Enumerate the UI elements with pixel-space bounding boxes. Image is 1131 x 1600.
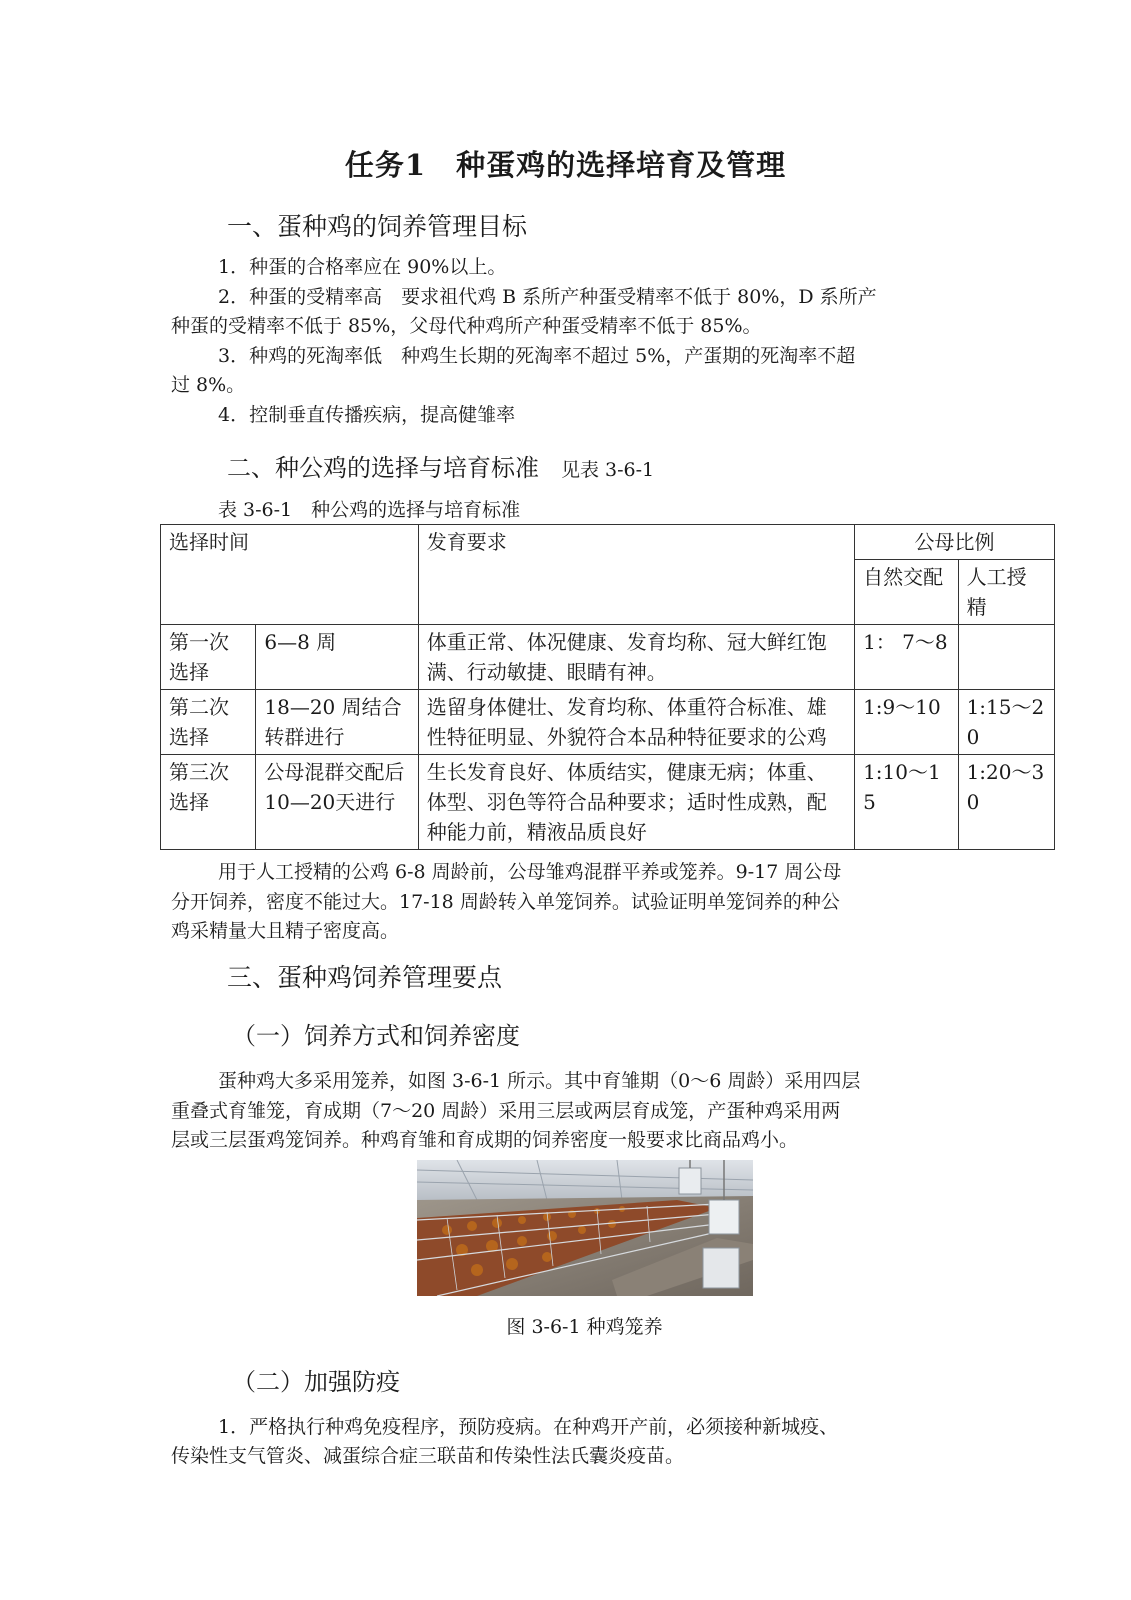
row-requirement: 选留身体健壮、发育均称、体重符合标准、雄性特征明显、外貌符合本品种特征要求的公鸡: [418, 690, 854, 755]
table-row: [161, 625, 1055, 690]
goal-item-2-line-1: 2．种蛋的受精率高 要求祖代鸡 B 系所产种蛋受精率不低于 80%，D 系所产: [218, 286, 877, 308]
goal-item-2-line-2: 种蛋的受精率不低于 85%，父母代种鸡所产种蛋受精率不低于 85%。: [171, 315, 762, 337]
row-label: 第二次选择: [161, 690, 256, 755]
row-time: 18—20 周结合转群进行: [256, 690, 418, 755]
table-row: [161, 755, 1055, 850]
prevention-para-line-1: 1．严格执行种鸡免疫程序，预防疫病。在种鸡开产前，必须接种新城疫、: [218, 1416, 839, 1438]
goal-item-3-line-2: 过 8%。: [171, 374, 246, 396]
header-artificial-insemination: 人工授精: [958, 560, 1054, 625]
cage-photo-illustration: [417, 1160, 753, 1296]
subsection-heading-housing: （一）饲养方式和饲养密度: [232, 1022, 520, 1050]
subsection-heading-epidemic-prevention: （二）加强防疫: [232, 1368, 400, 1396]
row-time: 公母混群交配后10—20天进行: [256, 755, 418, 850]
cage-photo: [417, 1160, 753, 1296]
header-development-requirement: 发育要求: [418, 525, 854, 625]
row-label: 第一次选择: [161, 625, 256, 690]
row-time: 6—8 周: [256, 625, 418, 690]
table-row: [161, 690, 1055, 755]
section-heading-goals: 一、蛋种鸡的饲养管理目标: [227, 212, 528, 241]
row-requirement: 生长发育良好、体质结实，健康无病；体重、体型、羽色等符合品种要求；适时性成熟，配种能力前，精液品质良好: [418, 755, 854, 850]
rooster-para-line-2: 分开饲养，密度不能过大。17-18 周龄转入单笼饲养。试验证明单笼饲养的种公: [171, 891, 840, 913]
table-header-row: [161, 525, 1055, 560]
rooster-selection-table: [160, 524, 1055, 850]
header-selection-time: 选择时间: [161, 525, 419, 625]
row-requirement: 体重正常、体况健康、发育均称、冠大鲜红饱满、行动敏捷、眼睛有神。: [418, 625, 854, 690]
prevention-para-line-2: 传染性支气管炎、减蛋综合症三联苗和传染性法氏囊炎疫苗。: [171, 1445, 685, 1467]
rooster-para-line-3: 鸡采精量大且精子密度高。: [171, 920, 400, 942]
housing-para-line-2: 重叠式育雏笼，育成期（7～20 周龄）采用三层或两层育成笼，产蛋种鸡采用两: [171, 1100, 841, 1122]
row-natural-ratio: 1:10～15: [855, 755, 959, 850]
table-caption: 表 3-6-1 种公鸡的选择与培育标准: [218, 499, 521, 521]
goal-item-3-line-1: 3．种鸡的死淘率低 种鸡生长期的死淘率不超过 5%，产蛋期的死淘率不超: [218, 345, 856, 367]
row-artificial-ratio: [958, 625, 1054, 690]
goal-item-4: 4．控制垂直传播疾病，提高健雏率: [218, 404, 516, 426]
housing-para-line-1: 蛋种鸡大多采用笼养，如图 3-6-1 所示。其中育雏期（0～6 周龄）采用四层: [218, 1070, 861, 1092]
section-heading-rooster-text: 二、种公鸡的选择与培育标准: [227, 454, 539, 482]
section-heading-key-points: 三、蛋种鸡饲养管理要点: [227, 963, 503, 992]
housing-para-line-3: 层或三层蛋鸡笼饲养。种鸡育雏和育成期的饲养密度一般要求比商品鸡小。: [171, 1129, 799, 1151]
page-title: 任务1 种蛋鸡的选择培育及管理: [344, 148, 787, 182]
goal-item-1: 1．种蛋的合格率应在 90%以上。: [218, 256, 507, 278]
rooster-para-line-1: 用于人工授精的公鸡 6-8 周龄前，公母雏鸡混群平养或笼养。9-17 周公母: [218, 861, 842, 883]
figure-caption: 图 3-6-1 种鸡笼养: [506, 1316, 663, 1338]
row-natural-ratio: 1:9～10: [855, 690, 959, 755]
row-artificial-ratio: 1:15～20: [958, 690, 1054, 755]
row-label: 第三次选择: [161, 755, 256, 850]
header-sex-ratio: 公母比例: [855, 525, 1055, 560]
row-natural-ratio: 1： 7～8: [855, 625, 959, 690]
section-heading-rooster: [227, 448, 654, 483]
header-natural-mating: 自然交配: [855, 560, 959, 625]
section-heading-rooster-ref: 见表 3-6-1: [561, 459, 655, 481]
row-artificial-ratio: 1:20～30: [958, 755, 1054, 850]
